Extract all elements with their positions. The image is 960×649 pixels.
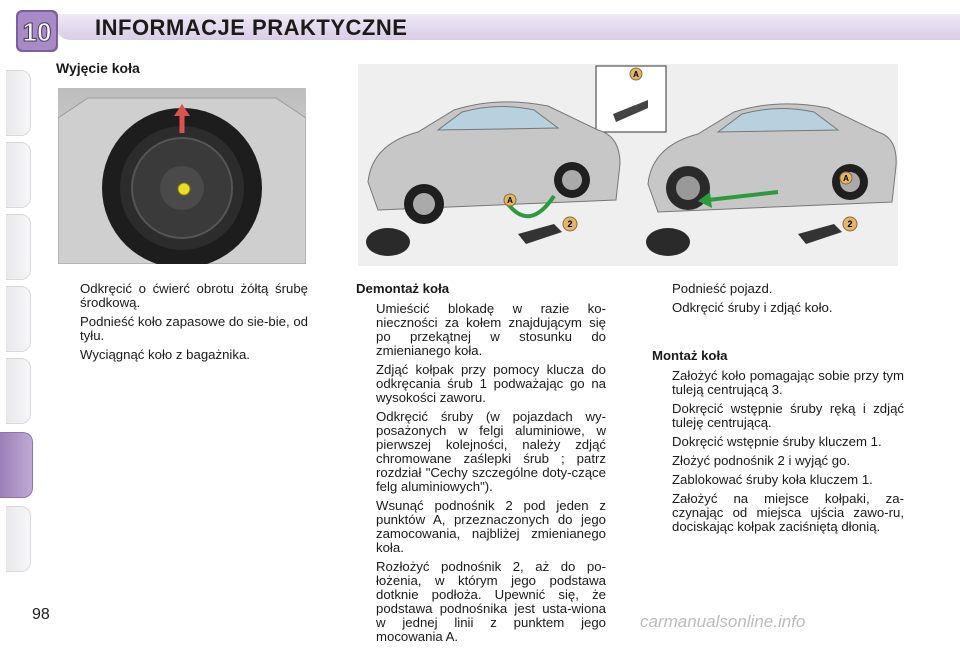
- spare-wheel-figure: [58, 88, 306, 264]
- list-item: Wsunąć podnośnik 2 pod jeden z punktów A, przeznaczonych do jego zamocowania, najbliżej zmienianego koła.: [376, 498, 606, 555]
- list-item: Założyć koło pomagając sobie przy tym tuleją centrującą 3.: [672, 368, 904, 397]
- jack-figure: [358, 64, 898, 266]
- chapter-tabs: [0, 60, 36, 580]
- list-item: Umieścić blokadę w razie ko-nieczności za kołem znajdującym się po przekątnej w stosunku do zmienianego koła.: [376, 301, 606, 358]
- chapter-tab[interactable]: [6, 70, 31, 136]
- chapter-tab[interactable]: [6, 214, 31, 280]
- list-item: Zablokować śruby koła kluczem 1.: [672, 472, 873, 487]
- chapter-tab[interactable]: [6, 358, 31, 424]
- column-mount: [652, 282, 904, 539]
- section-heading: Montaż koła: [652, 348, 728, 363]
- svg-text:2: 2: [567, 219, 573, 229]
- section-heading: Demontaż koła: [356, 281, 450, 296]
- watermark: carmanualsonline.info: [640, 612, 806, 631]
- svg-text:2: 2: [847, 219, 853, 229]
- page-number: 98: [32, 606, 50, 623]
- chapter-number: 10: [22, 17, 52, 47]
- list-item: Rozłożyć podnośnik 2, aż do po-łożenia, w którym jego podstawa dotknie podłoża. Upewnić się, że podstawa podnośnika jest usta-wiona w jednej linii z punktem jego mocowania A.: [376, 559, 606, 644]
- list-item: Założyć na miejsce kołpaki, za-czynając od miejsca ujścia zawo-ru, dociskając kołpak zaciśniętą dłonią.: [672, 491, 904, 534]
- list-item: Dokręcić wstępnie śruby ręką i zdjąć tuleję centrującą.: [672, 401, 904, 430]
- svg-text:A: A: [843, 174, 849, 183]
- chapter-tab[interactable]: [6, 506, 31, 572]
- svg-text:A: A: [507, 196, 513, 205]
- chapter-tab[interactable]: [6, 286, 31, 352]
- list-item: Podnieść pojazd.: [672, 281, 773, 296]
- column-remove-wheel: [60, 282, 308, 367]
- list-item: Dokręcić wstępnie śruby kluczem 1.: [672, 434, 882, 449]
- list-item: Odkręcić śruby (w pojazdach wy-posażonych w felgi aluminiowe, w pierwszej kolejności, należy zdjąć chromowane zaślepki śrub ; patrz rozdział "Cechy szczególne doty-czące felg aluminiowych").: [376, 409, 606, 494]
- list-item: Wyciągnąć koło z bagażnika.: [80, 347, 250, 362]
- section-title: Wyjęcie koła: [56, 60, 140, 76]
- list-item: Złożyć podnośnik 2 i wyjąć go.: [672, 453, 851, 468]
- column-dismount: [356, 282, 606, 649]
- chapter-tab-active[interactable]: [0, 432, 33, 498]
- svg-text:A: A: [633, 70, 639, 79]
- list-item: Odkręcić śruby i zdjąć koło.: [672, 300, 833, 315]
- list-item: Podnieść koło zapasowe do sie-bie, od tyłu.: [80, 314, 308, 343]
- page-title: INFORMACJE PRAKTYCZNE: [95, 15, 408, 40]
- page-header: [0, 0, 960, 56]
- chapter-tab[interactable]: [6, 142, 31, 208]
- chapter-badge: [14, 8, 60, 54]
- list-item: Zdjąć kołpak przy pomocy klucza do odkręcania śrub 1 podważając go na wysokości zaworu.: [376, 362, 606, 405]
- list-item: Odkręcić o ćwierć obrotu żółtą śrubę środkową.: [80, 281, 308, 310]
